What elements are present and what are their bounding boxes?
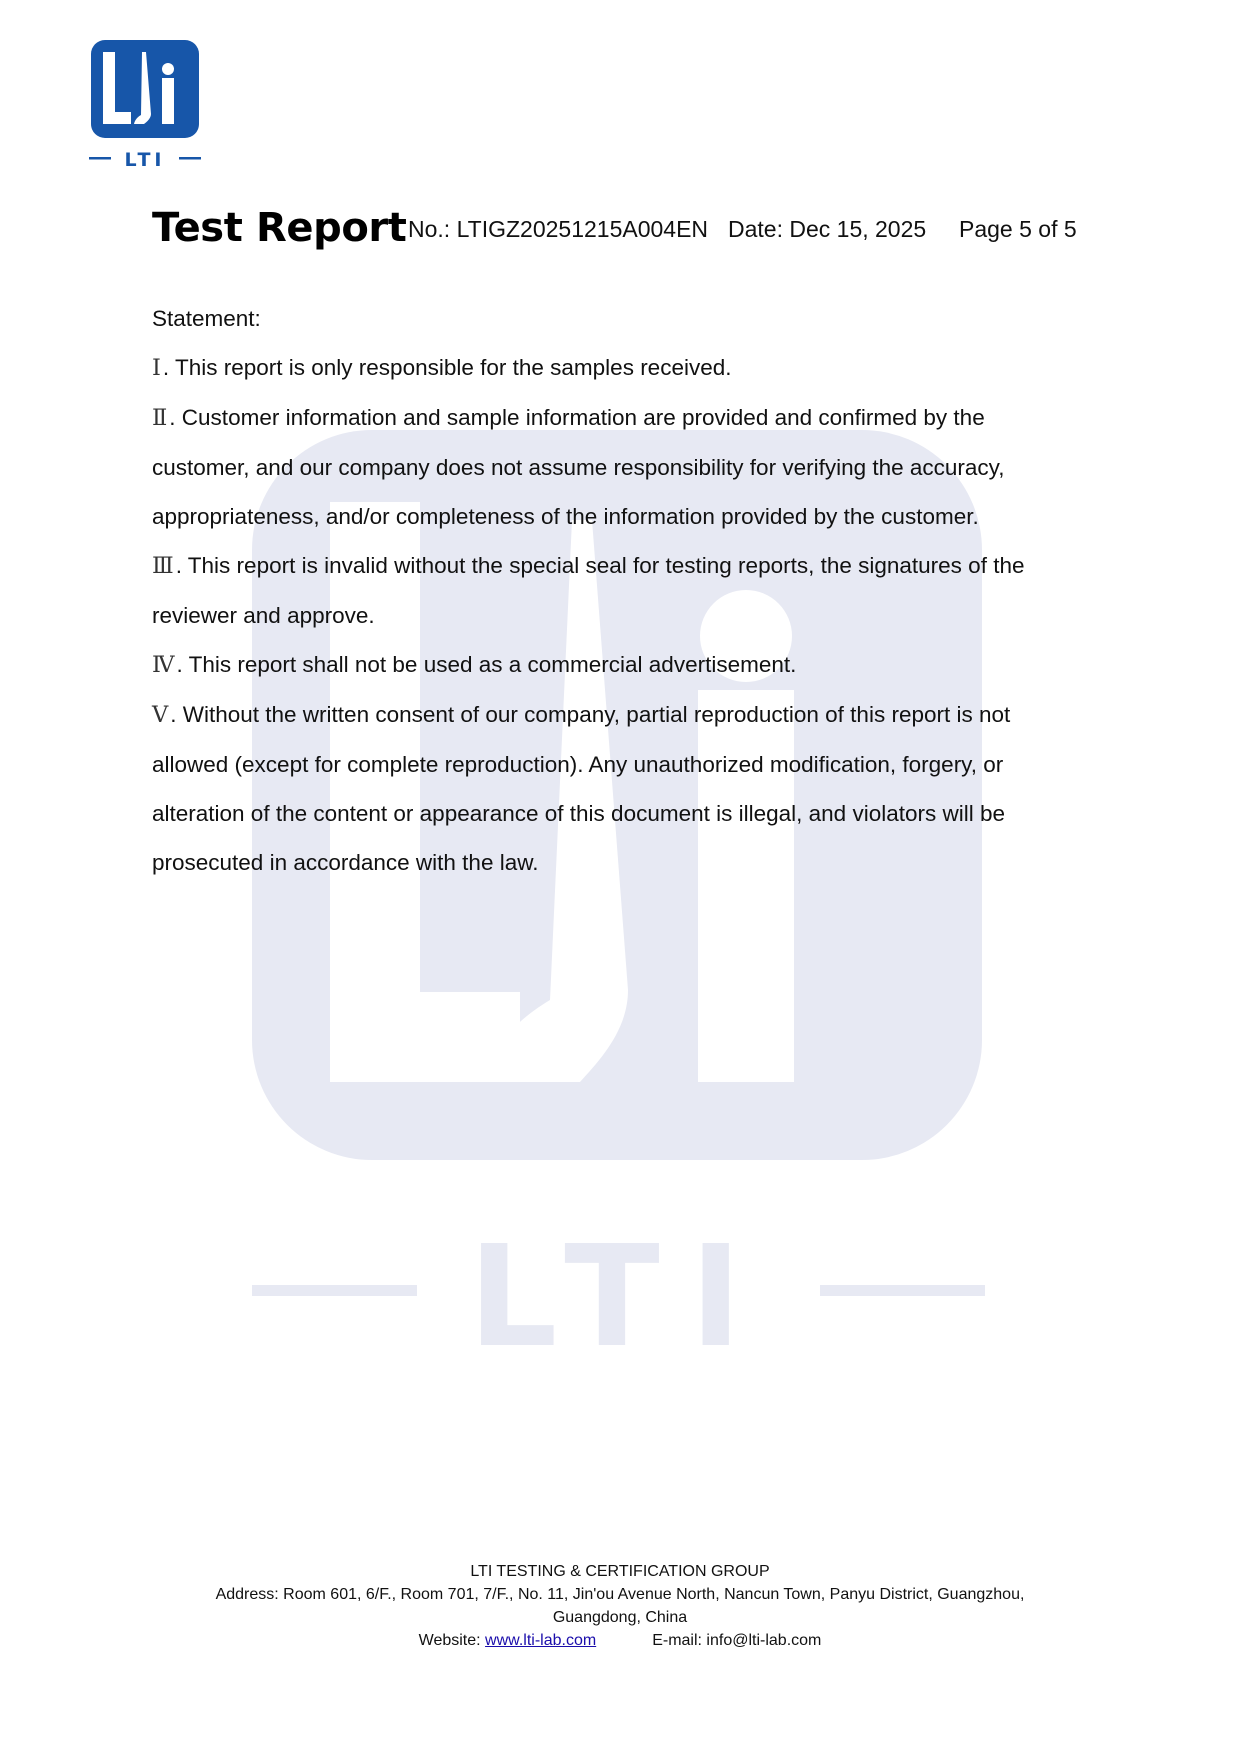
statement-line xyxy=(152,541,1092,591)
statement-text: . This report is only responsible for the samples received. xyxy=(162,355,732,380)
statement-text: . This report is invalid without the special seal for testing reports, the signatures of the xyxy=(175,553,1025,578)
statement-line xyxy=(152,343,1092,393)
statement-line xyxy=(152,640,1092,690)
statement-text: allowed (except for complete reproduction). Any unauthorized modification, forgery, or xyxy=(152,752,1004,777)
roman-numeral: Ⅳ xyxy=(152,652,175,678)
website-link[interactable]: www.lti-lab.com xyxy=(485,1632,597,1649)
watermark-text: LTI xyxy=(468,1216,772,1379)
statement-line xyxy=(152,393,1092,443)
statement-text: appropriateness, and/or completeness of the information provided by the customer. xyxy=(152,504,979,529)
lti-logo xyxy=(89,38,201,173)
roman-numeral: Ⅰ xyxy=(152,355,161,381)
footer-address-line: Address: Room 601, 6/F., Room 701, 7/F., No. 11, Jin'ou Avenue North, Nancun Town, Panyu District, Guangzhou, xyxy=(215,1586,1025,1603)
statement-line xyxy=(152,492,1092,541)
page-title: Test Report xyxy=(152,205,407,251)
email-text: E-mail: info@lti-lab.com xyxy=(652,1632,822,1649)
statement-text: customer, and our company does not assume responsibility for verifying the accuracy, xyxy=(152,455,1005,480)
statement-text: . Without the written consent of our company, partial reproduction of this report is not xyxy=(170,702,1011,727)
footer-address-line: Guangdong, China xyxy=(552,1609,688,1626)
website-label: Website: xyxy=(418,1632,486,1649)
statement-section xyxy=(152,294,1092,887)
footer-contact xyxy=(120,1629,1120,1652)
statement-line xyxy=(152,838,1092,887)
page-indicator: Page 5 of 5 xyxy=(959,216,1077,242)
roman-numeral: Ⅱ xyxy=(152,405,168,431)
statement-text: alteration of the content or appearance of this document is illegal, and violators will be xyxy=(152,801,1006,826)
report-number: No.: LTIGZ20251215A004EN xyxy=(408,216,709,242)
statement-line xyxy=(152,740,1092,789)
footer-company: LTI TESTING & CERTIFICATION GROUP xyxy=(470,1563,770,1580)
statement-line xyxy=(152,591,1092,640)
statement-heading: Statement: xyxy=(152,306,261,331)
statement-text: prosecuted in accordance with the law. xyxy=(152,850,539,875)
report-header xyxy=(152,198,1092,258)
statement-text: reviewer and approve. xyxy=(152,603,375,628)
statement-line xyxy=(152,690,1092,740)
statement-line xyxy=(152,789,1092,838)
roman-numeral: Ⅲ xyxy=(152,553,174,579)
logo-text: LTI xyxy=(124,149,166,171)
roman-numeral: Ⅴ xyxy=(152,702,169,728)
statement-text: . This report shall not be used as a commercial advertisement. xyxy=(176,652,797,677)
statement-text: . Customer information and sample information are provided and confirmed by the xyxy=(169,405,985,430)
statement-line xyxy=(152,443,1092,492)
report-date: Date: Dec 15, 2025 xyxy=(728,216,927,242)
page-footer xyxy=(120,1560,1120,1652)
